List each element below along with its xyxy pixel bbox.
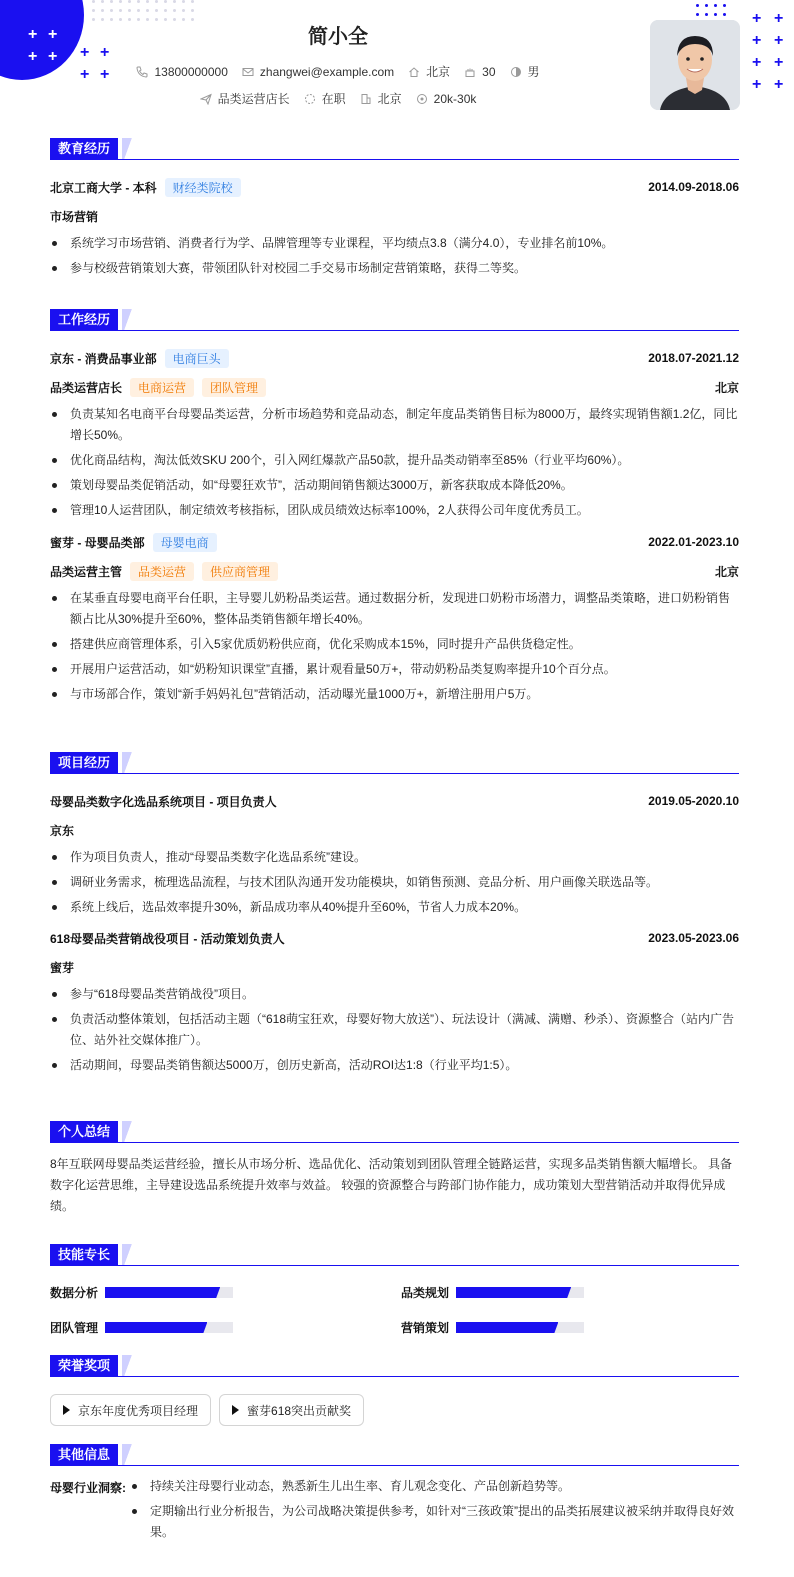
list-item: 持续关注母婴行业动态，熟悉新生儿出生率、育儿观念变化、产品创新趋势等。 [130,1476,739,1497]
target-role-text: 品类运营店长 [217,92,290,106]
skill-label: 团队管理 [50,1321,99,1335]
list-item: 负责某知名电商平台母婴品类运营，分析市场趋势和竞品动态，制定年度品类销售目标为8000万，最终实现销售额1.2亿，同比增长50%。 [50,404,739,446]
avatar-portrait-icon [650,20,740,110]
projects-title: 项目经历 [50,752,118,773]
dot-decoration [137,0,140,3]
job-bullets [50,404,739,521]
dot-decoration [110,0,113,3]
phone-item [136,65,227,79]
summary-title: 个人总结 [50,1121,118,1142]
summary-section [50,1121,739,1217]
gender-text: 男 [527,65,540,79]
award-item [219,1394,364,1426]
honors-list [50,1394,739,1426]
project-name: 母婴品类数字化选品系统项目 - 项目负责人 [50,794,277,809]
dot-decoration [101,9,104,12]
plus-decoration-white: + + + + [28,26,58,65]
projects-section [50,752,739,1080]
project-org-row [50,821,739,839]
candidate-name: 简小全 [308,26,368,48]
award-label: 蜜芽618突出贡献奖 [247,1403,352,1418]
other-bullets [130,1476,739,1543]
dot-decoration [155,9,158,12]
project-org-row [50,958,739,976]
skill-bar [105,1322,233,1333]
job-date: 2022.01-2023.10 [648,535,739,549]
company-name: 蜜芽 - 母婴品类部 [50,535,145,550]
list-item: 策划母婴品类促销活动，如“母婴狂欢节”，活动期间销售额达3000万，新客获取成本降低20%。 [50,475,739,496]
dot-decoration [119,9,122,12]
dot-decoration [164,0,167,3]
job-location: 北京 [714,380,739,395]
dot-decoration [173,9,176,12]
dot-decoration [173,0,176,3]
project-date: 2023.05-2023.06 [648,931,739,945]
role-tag: 品类运营 [130,562,194,581]
skill-fill [456,1287,571,1298]
work-title: 工作经历 [50,309,118,330]
role-tag: 电商运营 [130,378,194,397]
education-header [50,138,739,160]
dot-decoration [705,4,708,7]
list-item: 参与“618母婴品类营销战役”项目。 [50,984,739,1005]
city-text: 北京 [426,65,451,79]
skill-fill [105,1322,207,1333]
phone-icon [136,66,148,78]
company-tag: 电商巨头 [165,349,229,368]
gender-icon [510,66,522,78]
dot-decoration [110,9,113,12]
dot-decoration [705,13,708,16]
section-tail-decoration [122,138,136,159]
phone-text[interactable]: 13800000000 [154,64,228,79]
skill-bar [456,1322,584,1333]
target-city-item [360,90,402,107]
section-tail-decoration [122,1121,136,1142]
education-date: 2014.09-2018.06 [648,180,739,194]
list-item: 定期输出行业分析报告，为公司战略决策提供参考，如针对“三孩政策”提出的品类拓展建议被采纳并取得良好效果。 [130,1501,739,1543]
list-item: 开展用户运营活动，如“奶粉知识课堂”直播，累计观看量50万+，带动奶粉品类复购率提升10个百分点。 [50,659,739,680]
age-icon [464,66,476,78]
list-item: 调研业务需求，梳理选品流程，与技术团队沟通开发功能模块，如销售预测、竞品分析、用户画像关联选品等。 [50,872,739,893]
list-item: 参与校级营销策划大赛，带领团队针对校园二手交易市场制定营销策略，获得二等奖。 [50,258,739,279]
other-title: 其他信息 [50,1444,118,1465]
skill-bar [456,1287,584,1298]
list-item: 系统上线后，选品效率提升30%，新品成功率从40%提升至60%，节省人力成本20%。 [50,897,739,918]
dot-decoration [92,0,95,3]
dot-decoration [146,0,149,3]
role-name: 品类运营店长 [50,380,123,395]
list-item: 负责活动整体策划，包括活动主题（“618萌宝狂欢，母婴好物大放送”）、玩法设计（满减、满赠、秒杀）、资源整合（站内广告位、站外社交媒体推广）。 [50,1009,739,1051]
work-header [50,309,739,331]
list-item: 在某垂直母婴电商平台任职，主导婴儿奶粉品类运营。通过数据分析，发现进口奶粉市场潜力，调整品类策略，进口奶粉销售额占比从30%提升至60%，整体品类销售额年增长40%。 [50,588,739,630]
other-body [50,1476,739,1543]
skill-item [50,1319,233,1336]
project-row [50,929,739,947]
gender-item [510,63,540,80]
project-name: 618母婴品类营销战役项目 - 活动策划负责人 [50,931,285,946]
dot-decoration [191,9,194,12]
skill-label: 品类规划 [401,1286,450,1300]
work-section [50,309,739,709]
dot-decoration [155,0,158,3]
list-item: 作为项目负责人，推动“母婴品类数字化选品系统”建设。 [50,847,739,868]
dot-decoration [191,0,194,3]
skill-label: 数据分析 [50,1286,99,1300]
send-icon [200,93,212,105]
project-org: 京东 [50,823,75,838]
other-section [50,1444,739,1547]
major-name: 市场营销 [50,209,99,224]
dot-decoration [714,4,717,7]
job-role-row [50,562,739,580]
dot-decoration [92,9,95,12]
age-text: 30 [482,64,496,79]
honors-section [50,1355,739,1426]
job-intent-row [0,90,676,107]
dot-decoration [723,4,726,7]
list-item: 优化商品结构，淘汰低效SKU 200个，引入网红爆款产品50款，提升品类动销率至85%（行业平均60%）。 [50,450,739,471]
school-name: 北京工商大学 - 本科 [50,180,157,195]
skills-title: 技能专长 [50,1244,118,1265]
dot-decoration [182,9,185,12]
skills-header [50,1244,739,1266]
list-item: 活动期间，母婴品类销售额达5000万，创历史新高，活动ROI达1:8（行业平均1:5）。 [50,1055,739,1076]
building-icon [360,93,372,105]
age-item [464,65,495,79]
projects-header [50,752,739,774]
skills-section [50,1244,739,1344]
role-name: 品类运营主管 [50,564,123,579]
role-tag: 供应商管理 [202,562,278,581]
status-item [304,90,346,107]
dot-decoration-top [92,0,194,21]
honors-header [50,1355,739,1377]
dot-decoration [137,9,140,12]
plus-decoration-blue-left: + + + + [80,44,110,83]
salary-icon [416,93,428,105]
section-tail-decoration [122,309,136,330]
summary-header [50,1121,739,1143]
award-item [50,1394,211,1426]
school-tag: 财经类院校 [165,178,241,197]
play-icon [232,1405,239,1415]
status-text: 在职 [321,92,346,106]
section-tail-decoration [122,752,136,773]
project-org: 蜜芽 [50,960,75,975]
target-city-text: 北京 [377,92,402,106]
education-bullets [50,233,739,279]
dot-decoration [101,0,104,3]
award-label: 京东年度优秀项目经理 [78,1403,199,1418]
status-icon [304,93,316,105]
dot-decoration [182,0,185,3]
honors-title: 荣誉奖项 [50,1355,118,1376]
other-label: 母婴行业洞察: [50,1481,126,1495]
email-text[interactable]: zhangwei@example.com [259,64,395,79]
job-date: 2018.07-2021.12 [648,351,739,365]
salary-text: 20k-30k [433,91,477,106]
skill-item [401,1319,584,1336]
job-location: 北京 [714,564,739,579]
company-tag: 母婴电商 [153,533,217,552]
project-bullets [50,984,739,1076]
dot-decoration [164,9,167,12]
skill-fill [105,1287,220,1298]
project-row [50,792,739,810]
job-bullets [50,588,739,705]
dot-decoration [696,13,699,16]
list-item: 管理10人运营团队，制定绩效考核指标，团队成员绩效达标率100%，2人获得公司年度优秀员工。 [50,500,739,521]
project-date: 2019.05-2020.10 [648,794,739,808]
dot-decoration [696,4,699,7]
dot-decoration [128,0,131,3]
job-company-row [50,349,739,367]
city-item [408,63,450,80]
avatar [650,20,740,110]
section-tail-decoration [122,1355,136,1376]
skill-bar [105,1287,233,1298]
education-section [50,138,739,283]
play-icon [63,1405,70,1415]
salary-item [416,92,477,106]
skill-label: 营销策划 [401,1321,450,1335]
skill-fill [456,1322,558,1333]
mail-icon [242,66,254,78]
role-tag: 团队管理 [202,378,266,397]
other-header [50,1444,739,1466]
section-tail-decoration [122,1444,136,1465]
company-name: 京东 - 消费品事业部 [50,351,157,366]
dot-decoration [714,13,717,16]
major-row [50,207,739,225]
dot-decoration [723,13,726,16]
home-icon [408,66,420,78]
skill-item [50,1284,233,1301]
section-tail-decoration [122,1244,136,1265]
education-row [50,178,739,196]
education-title: 教育经历 [50,138,118,159]
email-item [242,65,394,79]
list-item: 与市场部合作，策划“新手妈妈礼包”营销活动，活动曝光量1000万+，新增注册用户5万。 [50,684,739,705]
job-company-row [50,533,739,551]
list-item: 系统学习市场营销、消费者行为学、品牌管理等专业课程，平均绩点3.8（满分4.0），专业排名前10%。 [50,233,739,254]
skill-item [401,1284,584,1301]
dot-decoration [146,9,149,12]
project-bullets [50,847,739,918]
contact-row [0,63,676,80]
dot-decoration [128,9,131,12]
summary-text: 8年互联网母婴品类运营经验，擅长从市场分析、选品优化、活动策划到团队管理全链路运营，实现多品类销售额大幅增长。 具备数字化运营思维，主导建设选品系统提升效率与效益。 较强的资源整合与跨部门协作能力，成功策划大型营销活动并取得优异成绩。 [50,1157,733,1213]
list-item: 搭建供应商管理体系，引入5家优质奶粉供应商，优化采购成本15%，同时提升产品供货稳定性。 [50,634,739,655]
plus-decoration-blue-right: + + + + + + + + [752,10,784,93]
job-role-row [50,378,739,396]
target-role-item [200,90,290,107]
dot-decoration [119,0,122,3]
